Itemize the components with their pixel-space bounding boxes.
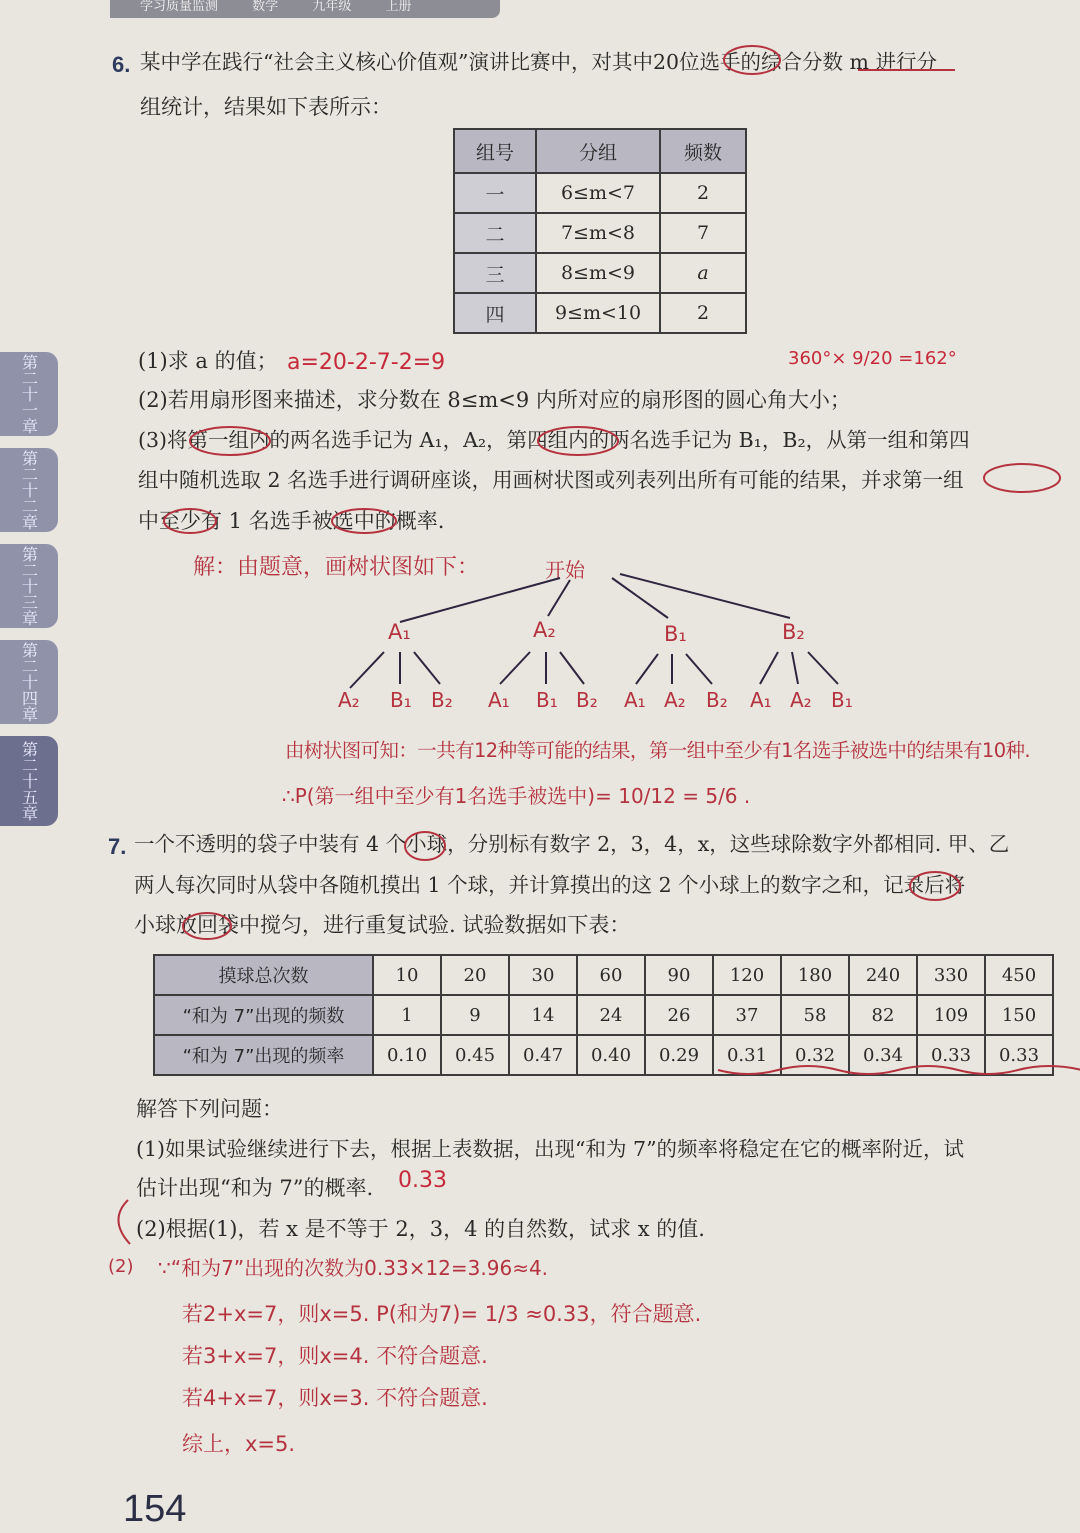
tree-branch: [350, 652, 384, 688]
table-cell: 26: [645, 995, 713, 1035]
table-cell: 四: [454, 293, 536, 333]
problem-7-answer-prompt: 解答下列问题：: [136, 1097, 283, 1121]
problem-6-stem-line2: 组统计，结果如下表所示：: [140, 95, 392, 119]
problem-6-q1: (1)求 a 的值；: [138, 349, 278, 373]
tree-leaf: B₁: [831, 688, 853, 712]
table-cell: 0.29: [645, 1035, 713, 1075]
table-cell: 2: [660, 293, 746, 333]
chapter-tab-24: 第二十四章: [0, 640, 58, 724]
table-cell: 10: [373, 955, 441, 995]
table-cell: 0.31: [713, 1035, 781, 1075]
problem-6-q3-line2: 组中随机选取 2 名选手进行调研座谈，用画树状图或列表列出所有可能的结果，并求第一组: [138, 468, 964, 492]
table-cell: 0.45: [441, 1035, 509, 1075]
table-cell: 120: [713, 955, 781, 995]
chapter-tab-21: 第二十一章: [0, 352, 58, 436]
problem-6-q2: (2)若用扇形图来描述，求分数在 8≤m<9 内所对应的扇形图的圆心角大小；: [138, 388, 851, 412]
tree-branch: [500, 652, 530, 684]
handwritten-q1-answer: 0.33: [398, 1168, 447, 1193]
table-cell: 30: [509, 955, 577, 995]
table-cell: 20: [441, 955, 509, 995]
table-cell: 109: [917, 995, 985, 1035]
circle-mark: [405, 832, 445, 860]
tree-leaf: B₁: [536, 688, 558, 712]
table-cell: 90: [645, 955, 713, 995]
table-cell: 82: [849, 995, 917, 1035]
table-cell: 0.33: [985, 1035, 1053, 1075]
tree-leaf: A₁: [488, 688, 510, 712]
tree-leaf: A₁: [624, 688, 646, 712]
tree-branches: [350, 574, 838, 688]
table-cell: 7: [660, 213, 746, 253]
circle-mark: [724, 46, 780, 74]
tree-leaf: A₁: [750, 688, 772, 712]
circle-mark: [190, 427, 270, 455]
tree-branch: [414, 652, 440, 684]
problem-6-stem-line1: 某中学在践行“社会主义核心价值观”演讲比赛中，对其中20位选手的综合分数 m 进行分: [140, 50, 938, 74]
tree-node: B₂: [782, 620, 805, 644]
handwritten-line: ∵“和为7”出现的次数为0.33×12=3.96≈4.: [158, 1256, 549, 1280]
problem-7-stem-line1: 一个不透明的袋子中装有 4 个小球，分别标有数字 2，3，4，x，这些球除数字外都相同. 甲、乙: [134, 832, 1010, 856]
table-cell: 0.34: [849, 1035, 917, 1075]
tree-branch: [636, 654, 658, 684]
table-cell: 0.32: [781, 1035, 849, 1075]
tree-branch: [548, 580, 570, 616]
problem-6-q3-line1: (3)将第一组内的两名选手记为 A₁，A₂，第四组内的两名选手记为 B₁，B₂，从第一组和第四: [138, 428, 970, 452]
table-cell: 1: [373, 995, 441, 1035]
table-cell: 330: [917, 955, 985, 995]
red-marks: [118, 46, 1080, 1244]
chapter-tab-22: 第二十二章: [0, 448, 58, 532]
handwritten-probability: ∴P(第一组中至少有1名选手被选中)= 10/12 = 5/6 .: [282, 784, 751, 808]
table-cell: 58: [781, 995, 849, 1035]
handwritten-line: 若4+x=7，则x=3. 不符合题意.: [182, 1386, 488, 1410]
tree-branch: [808, 652, 838, 684]
tree-branch: [560, 652, 584, 684]
tree-leaf: B₂: [431, 688, 453, 712]
tree-root: 开始: [545, 558, 585, 582]
tree-leaf: B₂: [576, 688, 598, 712]
problem-7-q2: (2)根据(1)，若 x 是不等于 2，3，4 的自然数，试求 x 的值.: [136, 1217, 705, 1241]
circle-mark: [183, 913, 231, 939]
tree-branch: [620, 574, 790, 618]
tree-leaf: A₂: [338, 688, 360, 712]
table-cell: 0.47: [509, 1035, 577, 1075]
table-cell: 6≤m<7: [536, 173, 660, 213]
table-cell: 150: [985, 995, 1053, 1035]
tree-branch: [792, 652, 798, 684]
tree-branch: [760, 652, 778, 684]
problem-7-q1-line1: (1)如果试验继续进行下去，根据上表数据，出现“和为 7”的频率将稳定在它的概率附近，试: [136, 1137, 965, 1161]
table-cell: 三: [454, 253, 536, 293]
table-cell: 24: [577, 995, 645, 1035]
handwritten-angle: 360°× 9/20 =162°: [788, 348, 957, 369]
tree-branch: [686, 654, 712, 684]
volume-label: 上册: [385, 0, 412, 14]
tree-leaf: B₁: [390, 688, 412, 712]
table-header-cell: 分组: [536, 129, 660, 173]
circle-mark: [910, 872, 960, 900]
problem-7-stem-line3: 小球放回袋中搅匀，进行重复试验. 试验数据如下表：: [134, 913, 631, 937]
problem-7-stem-line2: 两人每次同时从袋中各随机摸出 1 个球，并计算摸出的这 2 个小球上的数字之和，记录后将: [134, 873, 966, 897]
grade-label: 九年级: [312, 0, 352, 14]
chapter-tab-25: 第二十五章: [0, 736, 58, 826]
tree-node: A₁: [388, 620, 411, 644]
table-header-cell: 组号: [454, 129, 536, 173]
table-cell: 8≤m<9: [536, 253, 660, 293]
tree-node: B₁: [664, 622, 687, 646]
table-cell: 37: [713, 995, 781, 1035]
table-cell: a: [660, 253, 746, 293]
handwritten-a-value: a=20-2-7-2=9: [287, 350, 446, 375]
table-cell: 二: [454, 213, 536, 253]
page-number: 154: [123, 1488, 187, 1530]
chapter-tab-23: 第二十三章: [0, 544, 58, 628]
table-cell: 一: [454, 173, 536, 213]
table-cell: 0.33: [917, 1035, 985, 1075]
tree-leaf: A₂: [790, 688, 812, 712]
table-row-label: 摸球总次数: [154, 955, 373, 995]
table-cell: 7≤m<8: [536, 213, 660, 253]
circle-mark: [984, 464, 1060, 492]
table-cell: 240: [849, 955, 917, 995]
problem-6-number: 6.: [112, 52, 131, 77]
table-cell: 14: [509, 995, 577, 1035]
circle-mark: [164, 509, 216, 533]
table-row-label: “和为 7”出现的频数: [154, 995, 373, 1035]
tree-branch: [400, 578, 560, 622]
handwritten-line: 若2+x=7，则x=5. P(和为7)= 1/3 ≈0.33，符合题意.: [182, 1302, 702, 1326]
table-cell: 60: [577, 955, 645, 995]
handwritten-conclusion: 由树状图可知：一共有12种等可能的结果，第一组中至少有1名选手被选中的结果有10种.: [285, 739, 1031, 762]
handwritten-line: 若3+x=7，则x=4. 不符合题意.: [182, 1344, 488, 1368]
subject-label: 数学: [252, 0, 279, 14]
series-title: 学习质量监测: [140, 0, 219, 14]
handwritten-line: 综上，x=5.: [182, 1432, 296, 1456]
handwritten-solution-intro: 解：由题意，画树状图如下：: [193, 555, 480, 580]
problem-6-q3-line3: 中至少有 1 名选手被选中的概率.: [138, 509, 445, 533]
problem-7-number: 7.: [108, 834, 127, 859]
table-row-label: “和为 7”出现的频率: [154, 1035, 373, 1075]
circle-mark: [332, 509, 396, 533]
handwritten-q2-label: (2): [108, 1256, 134, 1277]
table-cell: 9≤m<10: [536, 293, 660, 333]
bracket-mark: [118, 1200, 130, 1244]
table-header-cell: 频数: [660, 129, 746, 173]
tree-node: A₂: [533, 618, 556, 642]
tree-leaf: A₂: [664, 688, 686, 712]
table-cell: 0.40: [577, 1035, 645, 1075]
underline-mark: [718, 1066, 1080, 1074]
circle-mark: [538, 427, 618, 455]
table-cell: 9: [441, 995, 509, 1035]
problem-7-q1-line2: 估计出现“和为 7”的概率.: [136, 1176, 374, 1200]
table-cell: 0.10: [373, 1035, 441, 1075]
table-cell: 180: [781, 955, 849, 995]
tree-leaf: B₂: [706, 688, 728, 712]
table-cell: 2: [660, 173, 746, 213]
table-cell: 450: [985, 955, 1053, 995]
